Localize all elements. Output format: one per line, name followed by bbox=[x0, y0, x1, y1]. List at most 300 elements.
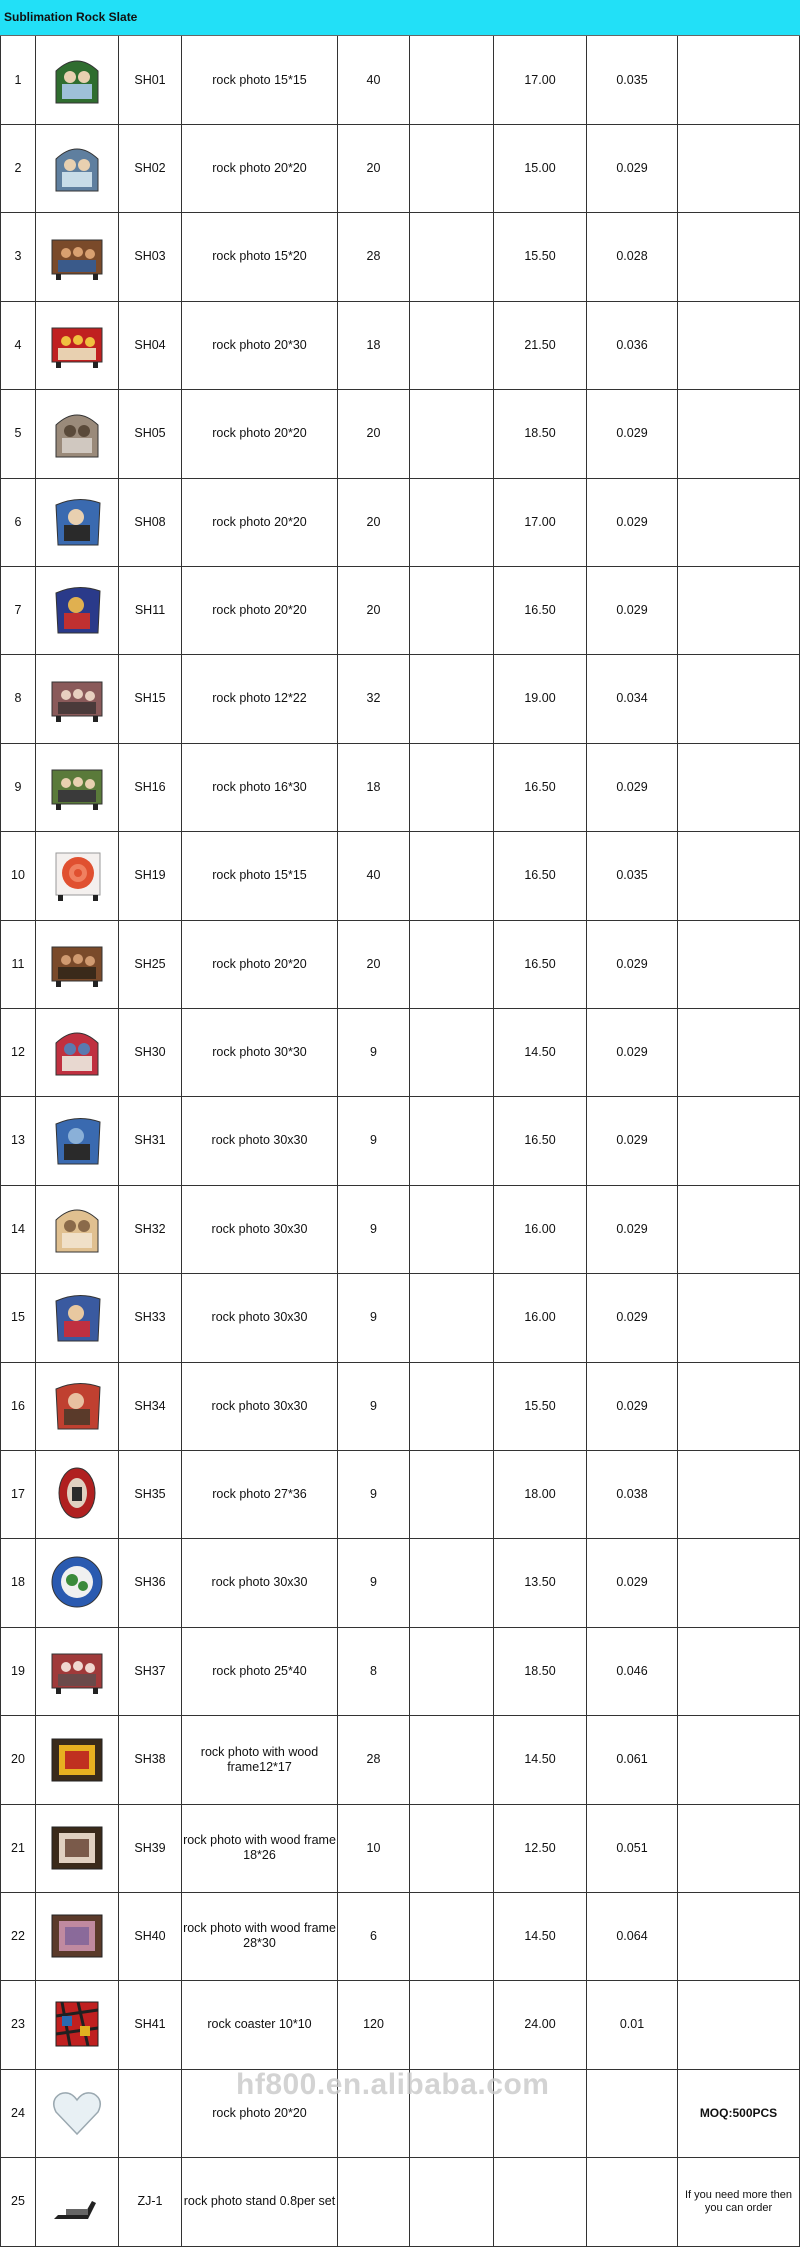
row-number bbox=[0, 213, 36, 302]
row-number bbox=[0, 36, 36, 125]
carton-volume bbox=[587, 566, 678, 655]
row-number-text: 13 bbox=[11, 1133, 25, 1148]
product-photo-stand bbox=[48, 2173, 106, 2231]
pack-quantity-text: 40 bbox=[366, 72, 381, 87]
pack-quantity-text: 9 bbox=[370, 1486, 377, 1501]
item-code bbox=[119, 832, 182, 921]
unit-price-text: 24.00 bbox=[524, 2017, 556, 2032]
carton-volume-text: 0.034 bbox=[616, 691, 648, 706]
row-number bbox=[0, 1804, 36, 1893]
row-number-text: 18 bbox=[11, 1575, 25, 1590]
remark bbox=[678, 124, 800, 213]
carton-volume-text: 0.01 bbox=[619, 2017, 645, 2032]
item-code-text: SH31 bbox=[134, 1133, 166, 1148]
empty-cell bbox=[410, 1274, 494, 1363]
pack-quantity bbox=[338, 1008, 410, 1097]
pack-quantity-text: 28 bbox=[366, 249, 381, 264]
pack-quantity bbox=[338, 2158, 410, 2247]
item-code-text: SH01 bbox=[134, 72, 166, 87]
carton-volume bbox=[587, 655, 678, 744]
pack-quantity bbox=[338, 1450, 410, 1539]
row-number-text: 9 bbox=[14, 779, 22, 794]
remark bbox=[678, 1185, 800, 1274]
item-code-text: SH33 bbox=[134, 1310, 166, 1325]
pack-quantity bbox=[338, 832, 410, 921]
carton-volume-text: 0.029 bbox=[616, 1310, 648, 1325]
unit-price bbox=[494, 1804, 587, 1893]
item-code-text: SH36 bbox=[134, 1575, 166, 1590]
unit-price-text: 14.50 bbox=[524, 1752, 556, 1767]
unit-price-text: 14.50 bbox=[524, 1928, 556, 1943]
product-photo-cell bbox=[36, 1097, 119, 1186]
empty-cell bbox=[410, 478, 494, 567]
row-number bbox=[0, 743, 36, 832]
item-code-text: SH19 bbox=[134, 868, 166, 883]
product-photo-coaster bbox=[48, 1996, 106, 2054]
empty-cell bbox=[410, 1097, 494, 1186]
carton-volume-text: 0.028 bbox=[616, 249, 648, 264]
carton-volume-text: 0.029 bbox=[616, 779, 648, 794]
empty-cell bbox=[410, 1981, 494, 2070]
item-description-text: rock photo 20*20 bbox=[212, 514, 307, 529]
item-code bbox=[119, 920, 182, 1009]
pack-quantity-text: 32 bbox=[366, 691, 381, 706]
item-description bbox=[182, 1627, 338, 1716]
carton-volume bbox=[587, 1362, 678, 1451]
product-photo-wave bbox=[48, 581, 106, 639]
item-description bbox=[182, 213, 338, 302]
carton-volume bbox=[587, 1008, 678, 1097]
pack-quantity-text: 9 bbox=[370, 1221, 377, 1236]
unit-price-text: 18.50 bbox=[524, 1663, 556, 1678]
product-photo-cell bbox=[36, 1008, 119, 1097]
unit-price bbox=[494, 743, 587, 832]
pack-quantity-text: 20 bbox=[366, 956, 381, 971]
item-code bbox=[119, 1185, 182, 1274]
empty-cell bbox=[410, 2158, 494, 2247]
product-photo-oval bbox=[48, 1465, 106, 1523]
item-code-text: SH04 bbox=[134, 337, 166, 352]
unit-price-text: 16.50 bbox=[524, 1133, 556, 1148]
product-photo-cell bbox=[36, 2069, 119, 2158]
table-row bbox=[0, 1185, 800, 1274]
item-description-text: rock photo 27*36 bbox=[212, 1486, 307, 1501]
item-code-text: SH02 bbox=[134, 160, 166, 175]
pack-quantity bbox=[338, 390, 410, 479]
product-photo-cell bbox=[36, 1716, 119, 1805]
table-row bbox=[0, 1804, 800, 1893]
item-code-text: SH41 bbox=[134, 2017, 166, 2032]
unit-price bbox=[494, 1539, 587, 1628]
item-description bbox=[182, 1716, 338, 1805]
remark bbox=[678, 1539, 800, 1628]
carton-volume-text: 0.029 bbox=[616, 1221, 648, 1236]
product-photo-cell bbox=[36, 1981, 119, 2070]
unit-price bbox=[494, 1185, 587, 1274]
item-code bbox=[119, 1274, 182, 1363]
unit-price-text: 16.50 bbox=[524, 602, 556, 617]
pack-quantity bbox=[338, 920, 410, 1009]
unit-price-text: 19.00 bbox=[524, 691, 556, 706]
carton-volume-text: 0.029 bbox=[616, 160, 648, 175]
row-number-text: 4 bbox=[14, 337, 22, 352]
table-row bbox=[0, 1892, 800, 1981]
unit-price-text: 17.00 bbox=[524, 514, 556, 529]
unit-price bbox=[494, 1274, 587, 1363]
unit-price bbox=[494, 124, 587, 213]
row-number-text: 15 bbox=[11, 1310, 25, 1325]
remark bbox=[678, 1097, 800, 1186]
product-photo-rect bbox=[48, 316, 106, 374]
row-number-text: 19 bbox=[11, 1663, 25, 1678]
item-description-text: rock photo 15*15 bbox=[212, 72, 307, 87]
carton-volume bbox=[587, 1274, 678, 1363]
unit-price-text: 18.00 bbox=[524, 1486, 556, 1501]
unit-price bbox=[494, 2158, 587, 2247]
item-code bbox=[119, 1450, 182, 1539]
pack-quantity bbox=[338, 655, 410, 744]
unit-price-text: 16.50 bbox=[524, 779, 556, 794]
product-photo-cell bbox=[36, 1627, 119, 1716]
table-row bbox=[0, 301, 800, 390]
carton-volume bbox=[587, 36, 678, 125]
carton-volume-text: 0.061 bbox=[616, 1752, 648, 1767]
empty-cell bbox=[410, 1362, 494, 1451]
carton-volume-text: 0.029 bbox=[616, 514, 648, 529]
product-photo-cell bbox=[36, 36, 119, 125]
row-number bbox=[0, 1716, 36, 1805]
item-description-text: rock photo with wood frame12*17 bbox=[200, 1744, 319, 1774]
item-code bbox=[119, 478, 182, 567]
table-row bbox=[0, 1716, 800, 1805]
item-description bbox=[182, 1450, 338, 1539]
carton-volume bbox=[587, 1627, 678, 1716]
remark bbox=[678, 1804, 800, 1893]
empty-cell bbox=[410, 1539, 494, 1628]
item-code-text: SH25 bbox=[134, 956, 166, 971]
remark bbox=[678, 1008, 800, 1097]
item-code-text: SH37 bbox=[134, 1663, 166, 1678]
remark bbox=[678, 1892, 800, 1981]
table-row bbox=[0, 1097, 800, 1186]
remark bbox=[678, 1274, 800, 1363]
item-code bbox=[119, 1539, 182, 1628]
table-row bbox=[0, 1450, 800, 1539]
product-photo-cell bbox=[36, 1804, 119, 1893]
item-description-text: rock photo 30x30 bbox=[211, 1310, 308, 1325]
carton-volume bbox=[587, 1450, 678, 1539]
remark bbox=[678, 301, 800, 390]
table-row bbox=[0, 1008, 800, 1097]
remark bbox=[678, 743, 800, 832]
item-description bbox=[182, 124, 338, 213]
pack-quantity-text: 20 bbox=[366, 514, 381, 529]
carton-volume-text: 0.029 bbox=[616, 602, 648, 617]
empty-cell bbox=[410, 213, 494, 302]
carton-volume bbox=[587, 390, 678, 479]
row-number-text: 20 bbox=[11, 1752, 25, 1767]
pack-quantity bbox=[338, 1097, 410, 1186]
item-description-text: rock photo 20*20 bbox=[212, 160, 307, 175]
row-number-text: 12 bbox=[11, 1044, 25, 1059]
remark bbox=[678, 1627, 800, 1716]
carton-volume bbox=[587, 1981, 678, 2070]
row-number bbox=[0, 1274, 36, 1363]
row-number bbox=[0, 1185, 36, 1274]
product-photo-rect bbox=[48, 670, 106, 728]
empty-cell bbox=[410, 1804, 494, 1893]
row-number bbox=[0, 478, 36, 567]
row-number-text: 16 bbox=[11, 1398, 25, 1413]
item-description bbox=[182, 1008, 338, 1097]
pack-quantity bbox=[338, 566, 410, 655]
product-photo-heart bbox=[48, 2084, 106, 2142]
item-description-text: rock photo 30x30 bbox=[211, 1398, 308, 1413]
carton-volume bbox=[587, 478, 678, 567]
pack-quantity-text: 9 bbox=[370, 1398, 377, 1413]
remark bbox=[678, 478, 800, 567]
item-code bbox=[119, 390, 182, 479]
item-code-text: SH32 bbox=[134, 1221, 166, 1236]
item-description-text: rock photo 15*20 bbox=[212, 249, 307, 264]
pack-quantity bbox=[338, 124, 410, 213]
row-number-text: 6 bbox=[14, 514, 22, 529]
unit-price bbox=[494, 1362, 587, 1451]
item-description-text: rock photo 30x30 bbox=[211, 1575, 308, 1590]
item-description bbox=[182, 743, 338, 832]
product-photo-arch bbox=[48, 1200, 106, 1258]
table-row bbox=[0, 655, 800, 744]
pack-quantity-text: 40 bbox=[366, 868, 381, 883]
item-code bbox=[119, 213, 182, 302]
unit-price-text: 13.50 bbox=[524, 1575, 556, 1590]
item-description bbox=[182, 36, 338, 125]
unit-price-text: 21.50 bbox=[524, 337, 556, 352]
product-photo-wave bbox=[48, 1289, 106, 1347]
pack-quantity bbox=[338, 301, 410, 390]
item-code bbox=[119, 1362, 182, 1451]
product-photo-arch bbox=[48, 139, 106, 197]
product-photo-cell bbox=[36, 1274, 119, 1363]
remark bbox=[678, 390, 800, 479]
pack-quantity-text: 20 bbox=[366, 426, 381, 441]
row-number-text: 3 bbox=[14, 249, 22, 264]
row-number-text: 1 bbox=[14, 72, 22, 87]
product-photo-cell bbox=[36, 213, 119, 302]
product-photo-rose bbox=[48, 847, 106, 905]
carton-volume bbox=[587, 1097, 678, 1186]
row-number-text: 24 bbox=[11, 2105, 25, 2120]
item-description bbox=[182, 1097, 338, 1186]
table-row bbox=[0, 1274, 800, 1363]
carton-volume-text: 0.035 bbox=[616, 868, 648, 883]
item-code-text: SH34 bbox=[134, 1398, 166, 1413]
carton-volume bbox=[587, 1892, 678, 1981]
row-number-text: 23 bbox=[11, 2017, 25, 2032]
remark bbox=[678, 655, 800, 744]
pack-quantity-text: 20 bbox=[366, 160, 381, 175]
item-description-text: rock photo 25*40 bbox=[212, 1663, 307, 1678]
remark bbox=[678, 36, 800, 125]
item-code bbox=[119, 1716, 182, 1805]
unit-price bbox=[494, 1716, 587, 1805]
product-photo-arch bbox=[48, 405, 106, 463]
product-photo-arch bbox=[48, 1023, 106, 1081]
table-row bbox=[0, 390, 800, 479]
item-code bbox=[119, 36, 182, 125]
unit-price-text: 16.50 bbox=[524, 868, 556, 883]
product-photo-wave bbox=[48, 1377, 106, 1435]
row-number-text: 25 bbox=[11, 2194, 25, 2209]
row-number bbox=[0, 2158, 36, 2247]
pack-quantity-text: 18 bbox=[366, 779, 381, 794]
row-number-text: 10 bbox=[11, 868, 25, 883]
item-code bbox=[119, 1627, 182, 1716]
product-photo-cell bbox=[36, 566, 119, 655]
unit-price-text: 15.50 bbox=[524, 249, 556, 264]
item-code bbox=[119, 301, 182, 390]
row-number-text: 5 bbox=[14, 426, 22, 441]
remark bbox=[678, 1450, 800, 1539]
unit-price-text: 12.50 bbox=[524, 1840, 556, 1855]
remark bbox=[678, 566, 800, 655]
row-number-text: 14 bbox=[11, 1221, 25, 1236]
unit-price-text: 15.50 bbox=[524, 1398, 556, 1413]
empty-cell bbox=[410, 920, 494, 1009]
row-number-text: 11 bbox=[11, 956, 25, 971]
row-number bbox=[0, 1097, 36, 1186]
item-description bbox=[182, 1892, 338, 1981]
item-description bbox=[182, 2158, 338, 2247]
item-description bbox=[182, 301, 338, 390]
carton-volume bbox=[587, 2069, 678, 2158]
pack-quantity-text: 9 bbox=[370, 1575, 377, 1590]
product-photo-rect bbox=[48, 758, 106, 816]
unit-price bbox=[494, 1627, 587, 1716]
item-description bbox=[182, 1274, 338, 1363]
item-code-text: SH08 bbox=[134, 514, 166, 529]
row-number bbox=[0, 1627, 36, 1716]
item-description bbox=[182, 478, 338, 567]
product-photo-cell bbox=[36, 2158, 119, 2247]
row-number-text: 21 bbox=[11, 1840, 25, 1855]
row-number bbox=[0, 124, 36, 213]
pack-quantity bbox=[338, 213, 410, 302]
product-photo-cell bbox=[36, 390, 119, 479]
item-description-text: rock photo 16*30 bbox=[212, 779, 307, 794]
unit-price bbox=[494, 566, 587, 655]
carton-volume-text: 0.029 bbox=[616, 956, 648, 971]
item-code bbox=[119, 1804, 182, 1893]
unit-price-text: 16.50 bbox=[524, 956, 556, 971]
unit-price-text: 14.50 bbox=[524, 1044, 556, 1059]
item-code-text: SH30 bbox=[134, 1044, 166, 1059]
pack-quantity bbox=[338, 478, 410, 567]
carton-volume-text: 0.035 bbox=[616, 72, 648, 87]
item-description-text: rock coaster 10*10 bbox=[207, 2017, 312, 2032]
unit-price bbox=[494, 1981, 587, 2070]
row-number-text: 7 bbox=[14, 602, 22, 617]
item-code-text: SH03 bbox=[134, 249, 166, 264]
empty-cell bbox=[410, 743, 494, 832]
carton-volume bbox=[587, 1716, 678, 1805]
row-number-text: 2 bbox=[14, 160, 22, 175]
pack-quantity bbox=[338, 743, 410, 832]
carton-volume-text: 0.064 bbox=[616, 1928, 648, 1943]
unit-price-text: 16.00 bbox=[524, 1310, 556, 1325]
pack-quantity-text: 8 bbox=[370, 1663, 377, 1678]
unit-price-text: 15.00 bbox=[524, 160, 556, 175]
pack-quantity bbox=[338, 1981, 410, 2070]
pack-quantity bbox=[338, 1804, 410, 1893]
carton-volume bbox=[587, 1539, 678, 1628]
empty-cell bbox=[410, 124, 494, 213]
item-code bbox=[119, 1892, 182, 1981]
carton-volume bbox=[587, 213, 678, 302]
remark bbox=[678, 213, 800, 302]
item-code-text: ZJ-1 bbox=[137, 2194, 163, 2209]
carton-volume bbox=[587, 124, 678, 213]
row-number bbox=[0, 566, 36, 655]
item-code-text: SH15 bbox=[134, 691, 166, 706]
unit-price-text: 17.00 bbox=[524, 72, 556, 87]
table-row bbox=[0, 920, 800, 1009]
row-number bbox=[0, 920, 36, 1009]
item-code bbox=[119, 1981, 182, 2070]
table-row bbox=[0, 1362, 800, 1451]
empty-cell bbox=[410, 36, 494, 125]
empty-cell bbox=[410, 832, 494, 921]
row-number bbox=[0, 1981, 36, 2070]
item-code-text: SH16 bbox=[134, 779, 166, 794]
item-description-text: rock photo 30*30 bbox=[212, 1044, 307, 1059]
item-description bbox=[182, 832, 338, 921]
pack-quantity bbox=[338, 1274, 410, 1363]
empty-cell bbox=[410, 390, 494, 479]
carton-volume-text: 0.051 bbox=[616, 1840, 648, 1855]
item-code bbox=[119, 2158, 182, 2247]
product-photo-cell bbox=[36, 1892, 119, 1981]
row-number bbox=[0, 1362, 36, 1451]
item-description-text: rock photo 30x30 bbox=[211, 1133, 308, 1148]
item-code-text: SH35 bbox=[134, 1486, 166, 1501]
item-code-text: SH40 bbox=[134, 1928, 166, 1943]
product-photo-frame bbox=[48, 1731, 106, 1789]
remark bbox=[678, 1716, 800, 1805]
row-number bbox=[0, 1539, 36, 1628]
item-description-text: rock photo 20*20 bbox=[212, 426, 307, 441]
product-photo-cell bbox=[36, 920, 119, 1009]
product-photo-rect bbox=[48, 935, 106, 993]
row-number bbox=[0, 1892, 36, 1981]
unit-price bbox=[494, 832, 587, 921]
pack-quantity bbox=[338, 1362, 410, 1451]
product-photo-circle bbox=[48, 1554, 106, 1612]
item-description bbox=[182, 1804, 338, 1893]
carton-volume bbox=[587, 1185, 678, 1274]
pack-quantity bbox=[338, 36, 410, 125]
item-code bbox=[119, 1008, 182, 1097]
item-description bbox=[182, 1981, 338, 2070]
remark bbox=[678, 832, 800, 921]
item-description-text: rock photo 20*20 bbox=[212, 956, 307, 971]
item-description-text: rock photo stand 0.8per set bbox=[183, 2194, 336, 2209]
remark bbox=[678, 2158, 800, 2247]
item-description-text: rock photo 12*22 bbox=[212, 691, 307, 706]
pack-quantity-text: 9 bbox=[370, 1310, 377, 1325]
item-description-text: rock photo 20*20 bbox=[212, 2105, 307, 2120]
pack-quantity bbox=[338, 1627, 410, 1716]
